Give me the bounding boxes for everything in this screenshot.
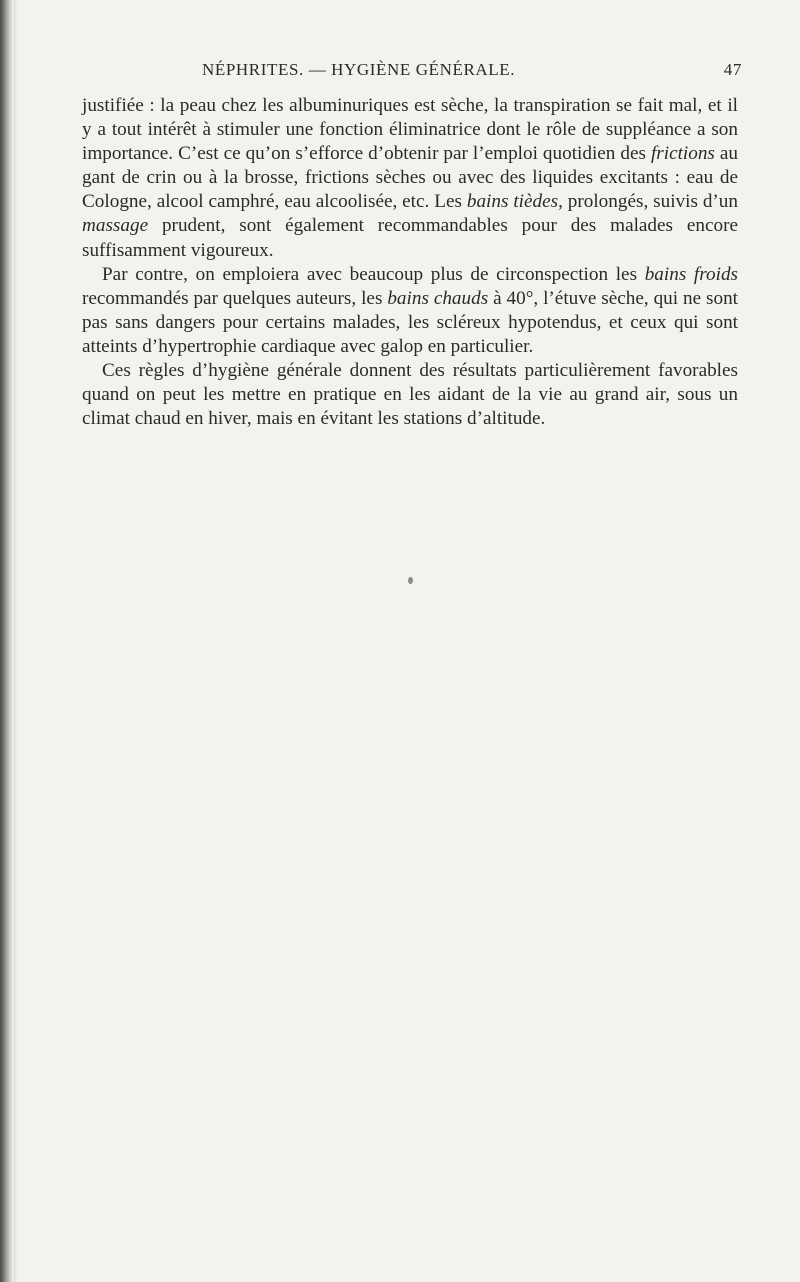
running-head bbox=[82, 60, 742, 84]
paragraph-3 bbox=[82, 359, 738, 431]
paragraph-1 bbox=[82, 94, 738, 263]
text-run: prudent, sont également recommandables pour des malades encore suffisamment vigoureux. bbox=[82, 215, 738, 261]
emphasis-bains-froids: bains froids bbox=[644, 263, 739, 285]
text-run: à 40°, l’étuve sèche, qui ne sont pas sans dangers pour certains malades, les scléreux hypotendus, et ceux qui sont atteints d’hypertrophie cardiaque avec galop en particulier. bbox=[82, 287, 739, 357]
text-run: au gant de crin ou à la brosse, frictions sèches ou avec des liquides excitants : eau de Cologne, alcool camphré, eau alcoolisée, etc. Les bbox=[82, 143, 738, 213]
emphasis-bains-tiedes: bains tièdes bbox=[466, 191, 559, 213]
book-binding-edge bbox=[0, 0, 13, 1282]
page-number: 47 bbox=[723, 60, 742, 79]
text-run: Ces règles d’hygiène générale donnent des résultats particulièrement favorables quand on peut les mettre en pratique en les aidant de la vie au grand air, sous un climat chaud en hiver, mais en évitant les stations d’altitude. bbox=[82, 360, 738, 430]
text-run: Par contre, on emploiera avec beaucoup plus de circonspection les bbox=[102, 263, 645, 285]
running-title: NÉPHRITES. — HYGIÈNE GÉNÉRALE. bbox=[202, 60, 516, 79]
text-run: recommandés par quelques auteurs, les bbox=[82, 287, 388, 309]
text-run: , prolongés, suivis d’un bbox=[558, 191, 738, 213]
emphasis-frictions: frictions bbox=[650, 143, 715, 165]
text-run: justifiée : la peau chez les albuminuriques est sèche, la transpiration se fait mal, et il y a tout intérêt à stimuler une fonction éliminatrice dont le rôle de suppléance a son importance. C’est ce qu’on s’efforce d’obtenir par l’emploi quotidien des bbox=[82, 95, 738, 165]
ink-speck bbox=[408, 577, 413, 584]
emphasis-bains-chauds: bains chauds bbox=[387, 287, 489, 309]
body-text bbox=[82, 94, 738, 431]
paragraph-2 bbox=[82, 263, 738, 359]
emphasis-massage: massage bbox=[82, 215, 149, 237]
